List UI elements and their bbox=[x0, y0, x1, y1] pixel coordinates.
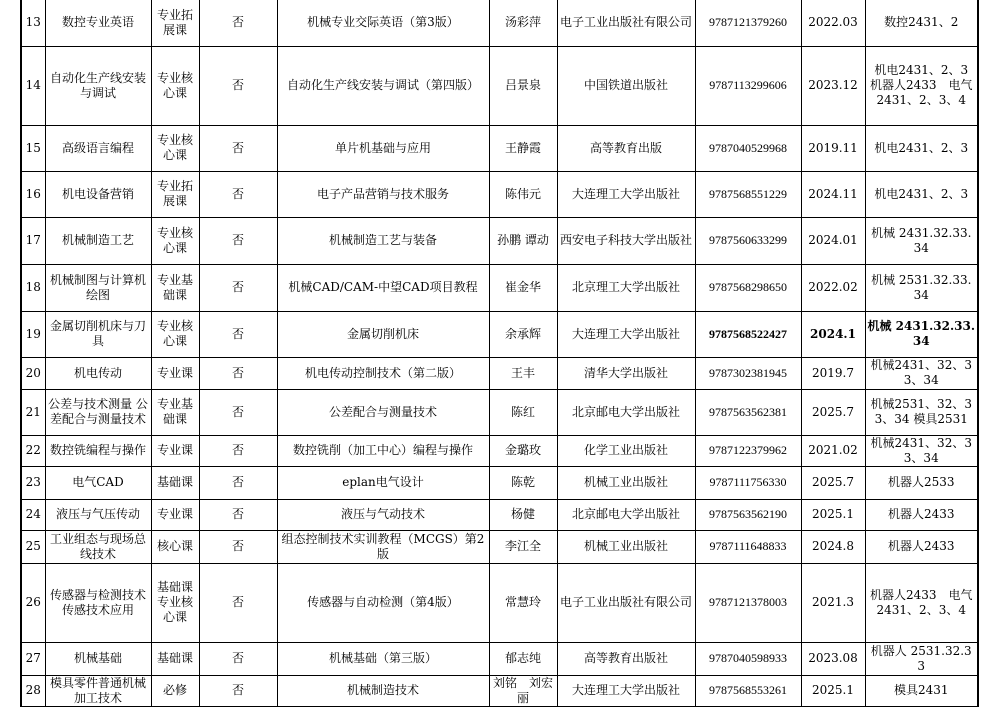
course-type: 专业核心课 bbox=[151, 217, 199, 264]
course-name: 模具零件普通机械加工技术 bbox=[45, 675, 151, 706]
class-list: 机械 2531.32.33.34 bbox=[865, 264, 978, 311]
course-type: 专业核心课 bbox=[151, 125, 199, 171]
textbook-title: eplan电气设计 bbox=[277, 466, 489, 499]
publisher: 北京邮电大学出版社 bbox=[557, 499, 695, 530]
publisher: 电子工业出版社有限公司 bbox=[557, 563, 695, 642]
textbook-title: 机电传动控制技术（第二版） bbox=[277, 357, 489, 389]
optional-flag: 否 bbox=[199, 389, 277, 435]
publish-date: 2024.01 bbox=[801, 217, 865, 264]
textbook-title: 数控铣削（加工中心）编程与操作 bbox=[277, 435, 489, 466]
optional-flag: 否 bbox=[199, 0, 277, 46]
publisher: 中国铁道出版社 bbox=[557, 46, 695, 125]
table-row bbox=[21, 311, 978, 357]
optional-flag: 否 bbox=[199, 46, 277, 125]
publisher: 清华大学出版社 bbox=[557, 357, 695, 389]
row-number: 16 bbox=[21, 171, 45, 217]
publish-date: 2021.02 bbox=[801, 435, 865, 466]
table-row bbox=[21, 499, 978, 530]
class-list: 机电2431、2、3 bbox=[865, 171, 978, 217]
textbook-title: 液压与气动技术 bbox=[277, 499, 489, 530]
publish-date: 2019.7 bbox=[801, 357, 865, 389]
isbn: 9787040598933 bbox=[695, 642, 801, 675]
course-name: 传感器与检测技术 传感技术应用 bbox=[45, 563, 151, 642]
row-number: 20 bbox=[21, 357, 45, 389]
publisher: 北京邮电大学出版社 bbox=[557, 389, 695, 435]
publish-date: 2025.7 bbox=[801, 389, 865, 435]
table-row bbox=[21, 389, 978, 435]
publisher: 电子工业出版社有限公司 bbox=[557, 0, 695, 46]
course-name: 数控铣编程与操作 bbox=[45, 435, 151, 466]
isbn: 9787302381945 bbox=[695, 357, 801, 389]
row-number: 25 bbox=[21, 530, 45, 563]
course-type: 专业课 bbox=[151, 435, 199, 466]
publish-date: 2021.3 bbox=[801, 563, 865, 642]
author: 王丰 bbox=[489, 357, 557, 389]
course-type: 基础课 专业核心课 bbox=[151, 563, 199, 642]
author: 汤彩萍 bbox=[489, 0, 557, 46]
row-number: 14 bbox=[21, 46, 45, 125]
course-type: 专业拓展课 bbox=[151, 171, 199, 217]
class-list: 机器人 2531.32.33 bbox=[865, 642, 978, 675]
publish-date: 2025.1 bbox=[801, 499, 865, 530]
optional-flag: 否 bbox=[199, 675, 277, 706]
publisher: 化学工业出版社 bbox=[557, 435, 695, 466]
class-list: 机械2431、32、33、34 bbox=[865, 435, 978, 466]
textbook-title: 机械专业交际英语（第3版） bbox=[277, 0, 489, 46]
publish-date: 2025.1 bbox=[801, 675, 865, 706]
author: 陈乾 bbox=[489, 466, 557, 499]
class-list: 机械2531、32、33、34 模具2531 bbox=[865, 389, 978, 435]
course-type: 核心课 bbox=[151, 530, 199, 563]
isbn: 9787111648833 bbox=[695, 530, 801, 563]
row-number: 27 bbox=[21, 642, 45, 675]
row-number: 18 bbox=[21, 264, 45, 311]
row-number: 19 bbox=[21, 311, 45, 357]
textbook-title: 金属切削机床 bbox=[277, 311, 489, 357]
publish-date: 2023.08 bbox=[801, 642, 865, 675]
table-row bbox=[21, 0, 978, 46]
isbn: 9787568553261 bbox=[695, 675, 801, 706]
publisher: 大连理工大学出版社 bbox=[557, 171, 695, 217]
table-row bbox=[21, 435, 978, 466]
course-name: 机电设备营销 bbox=[45, 171, 151, 217]
course-type: 必修 bbox=[151, 675, 199, 706]
author: 杨健 bbox=[489, 499, 557, 530]
course-name: 数控专业英语 bbox=[45, 0, 151, 46]
row-number: 28 bbox=[21, 675, 45, 706]
publish-date: 2025.7 bbox=[801, 466, 865, 499]
course-name: 机电传动 bbox=[45, 357, 151, 389]
course-name: 公差与技术测量 公差配合与测量技术 bbox=[45, 389, 151, 435]
table-row bbox=[21, 217, 978, 264]
row-number: 26 bbox=[21, 563, 45, 642]
optional-flag: 否 bbox=[199, 499, 277, 530]
table-row bbox=[21, 171, 978, 217]
course-name: 机械制图与计算机绘图 bbox=[45, 264, 151, 311]
class-list: 模具2431 bbox=[865, 675, 978, 706]
isbn: 9787568298650 bbox=[695, 264, 801, 311]
optional-flag: 否 bbox=[199, 530, 277, 563]
course-name: 自动化生产线安装与调试 bbox=[45, 46, 151, 125]
course-name: 机械基础 bbox=[45, 642, 151, 675]
course-type: 专业课 bbox=[151, 499, 199, 530]
row-number: 17 bbox=[21, 217, 45, 264]
class-list: 机器人2433 bbox=[865, 530, 978, 563]
class-list: 机器人2433 电气2431、2、3、4 bbox=[865, 563, 978, 642]
author: 刘铭 刘宏丽 bbox=[489, 675, 557, 706]
isbn: 9787568522427 bbox=[695, 311, 801, 357]
course-type: 专业基础课 bbox=[151, 389, 199, 435]
isbn: 9787563562381 bbox=[695, 389, 801, 435]
author: 金璐玫 bbox=[489, 435, 557, 466]
publish-date: 2023.12 bbox=[801, 46, 865, 125]
optional-flag: 否 bbox=[199, 642, 277, 675]
course-type: 专业拓展课 bbox=[151, 0, 199, 46]
table-row bbox=[21, 125, 978, 171]
optional-flag: 否 bbox=[199, 171, 277, 217]
textbook-title: 机械制造工艺与装备 bbox=[277, 217, 489, 264]
isbn: 9787121379260 bbox=[695, 0, 801, 46]
class-list: 机械 2431.32.33.34 bbox=[865, 311, 978, 357]
row-number: 13 bbox=[21, 0, 45, 46]
textbook-title: 单片机基础与应用 bbox=[277, 125, 489, 171]
publish-date: 2024.1 bbox=[801, 311, 865, 357]
course-type: 基础课 bbox=[151, 642, 199, 675]
course-name: 工业组态与现场总线技术 bbox=[45, 530, 151, 563]
textbook-title: 机械制造技术 bbox=[277, 675, 489, 706]
course-name: 电气CAD bbox=[45, 466, 151, 499]
table-row bbox=[21, 46, 978, 125]
row-number: 15 bbox=[21, 125, 45, 171]
publisher: 高等教育出版 bbox=[557, 125, 695, 171]
publish-date: 2024.11 bbox=[801, 171, 865, 217]
isbn: 9787121378003 bbox=[695, 563, 801, 642]
course-name: 液压与气压传动 bbox=[45, 499, 151, 530]
textbook-title: 电子产品营销与技术服务 bbox=[277, 171, 489, 217]
publish-date: 2019.11 bbox=[801, 125, 865, 171]
table-row bbox=[21, 466, 978, 499]
class-list: 数控2431、2 bbox=[865, 0, 978, 46]
publisher: 机械工业出版社 bbox=[557, 530, 695, 563]
optional-flag: 否 bbox=[199, 357, 277, 389]
publish-date: 2024.8 bbox=[801, 530, 865, 563]
optional-flag: 否 bbox=[199, 563, 277, 642]
isbn: 9787122379962 bbox=[695, 435, 801, 466]
optional-flag: 否 bbox=[199, 125, 277, 171]
class-list: 机电2431、2、3 机器人2433 电气2431、2、3、4 bbox=[865, 46, 978, 125]
publisher: 大连理工大学出版社 bbox=[557, 311, 695, 357]
course-type: 专业课 bbox=[151, 357, 199, 389]
table-row bbox=[21, 675, 978, 706]
optional-flag: 否 bbox=[199, 217, 277, 264]
table-row bbox=[21, 642, 978, 675]
publisher: 大连理工大学出版社 bbox=[557, 675, 695, 706]
row-number: 22 bbox=[21, 435, 45, 466]
course-type: 专业基础课 bbox=[151, 264, 199, 311]
textbook-title: 机械基础（第三版） bbox=[277, 642, 489, 675]
course-type: 专业核心课 bbox=[151, 46, 199, 125]
optional-flag: 否 bbox=[199, 311, 277, 357]
publish-date: 2022.02 bbox=[801, 264, 865, 311]
textbook-title: 传感器与自动检测（第4版） bbox=[277, 563, 489, 642]
table-row bbox=[21, 563, 978, 642]
row-number: 23 bbox=[21, 466, 45, 499]
textbook-table bbox=[20, 0, 979, 707]
author: 李江全 bbox=[489, 530, 557, 563]
course-type: 基础课 bbox=[151, 466, 199, 499]
textbook-title: 公差配合与测量技术 bbox=[277, 389, 489, 435]
author: 余承辉 bbox=[489, 311, 557, 357]
isbn: 9787568551229 bbox=[695, 171, 801, 217]
course-name: 金属切削机床与刀具 bbox=[45, 311, 151, 357]
class-list: 机器人2533 bbox=[865, 466, 978, 499]
isbn: 9787560633299 bbox=[695, 217, 801, 264]
textbook-title: 组态控制技术实训教程（MCGS）第2版 bbox=[277, 530, 489, 563]
publisher: 西安电子科技大学出版社 bbox=[557, 217, 695, 264]
class-list: 机械2431、32、33、34 bbox=[865, 357, 978, 389]
publisher: 高等教育出版社 bbox=[557, 642, 695, 675]
table-row bbox=[21, 357, 978, 389]
table-row bbox=[21, 530, 978, 563]
course-name: 机械制造工艺 bbox=[45, 217, 151, 264]
publish-date: 2022.03 bbox=[801, 0, 865, 46]
author: 崔金华 bbox=[489, 264, 557, 311]
isbn: 9787113299606 bbox=[695, 46, 801, 125]
publisher: 机械工业出版社 bbox=[557, 466, 695, 499]
course-name: 高级语言编程 bbox=[45, 125, 151, 171]
optional-flag: 否 bbox=[199, 466, 277, 499]
table-row bbox=[21, 264, 978, 311]
row-number: 21 bbox=[21, 389, 45, 435]
author: 常慧玲 bbox=[489, 563, 557, 642]
isbn: 9787040529968 bbox=[695, 125, 801, 171]
author: 郁志纯 bbox=[489, 642, 557, 675]
optional-flag: 否 bbox=[199, 264, 277, 311]
row-number: 24 bbox=[21, 499, 45, 530]
isbn: 9787111756330 bbox=[695, 466, 801, 499]
author: 孙鹏 谭动 bbox=[489, 217, 557, 264]
author: 吕景泉 bbox=[489, 46, 557, 125]
optional-flag: 否 bbox=[199, 435, 277, 466]
textbook-title: 机械CAD/CAM-中望CAD项目教程 bbox=[277, 264, 489, 311]
author: 陈伟元 bbox=[489, 171, 557, 217]
author: 陈红 bbox=[489, 389, 557, 435]
course-type: 专业核心课 bbox=[151, 311, 199, 357]
class-list: 机械 2431.32.33.34 bbox=[865, 217, 978, 264]
isbn: 9787563562190 bbox=[695, 499, 801, 530]
class-list: 机器人2433 bbox=[865, 499, 978, 530]
author: 王静霞 bbox=[489, 125, 557, 171]
publisher: 北京理工大学出版社 bbox=[557, 264, 695, 311]
class-list: 机电2431、2、3 bbox=[865, 125, 978, 171]
textbook-title: 自动化生产线安装与调试（第四版） bbox=[277, 46, 489, 125]
